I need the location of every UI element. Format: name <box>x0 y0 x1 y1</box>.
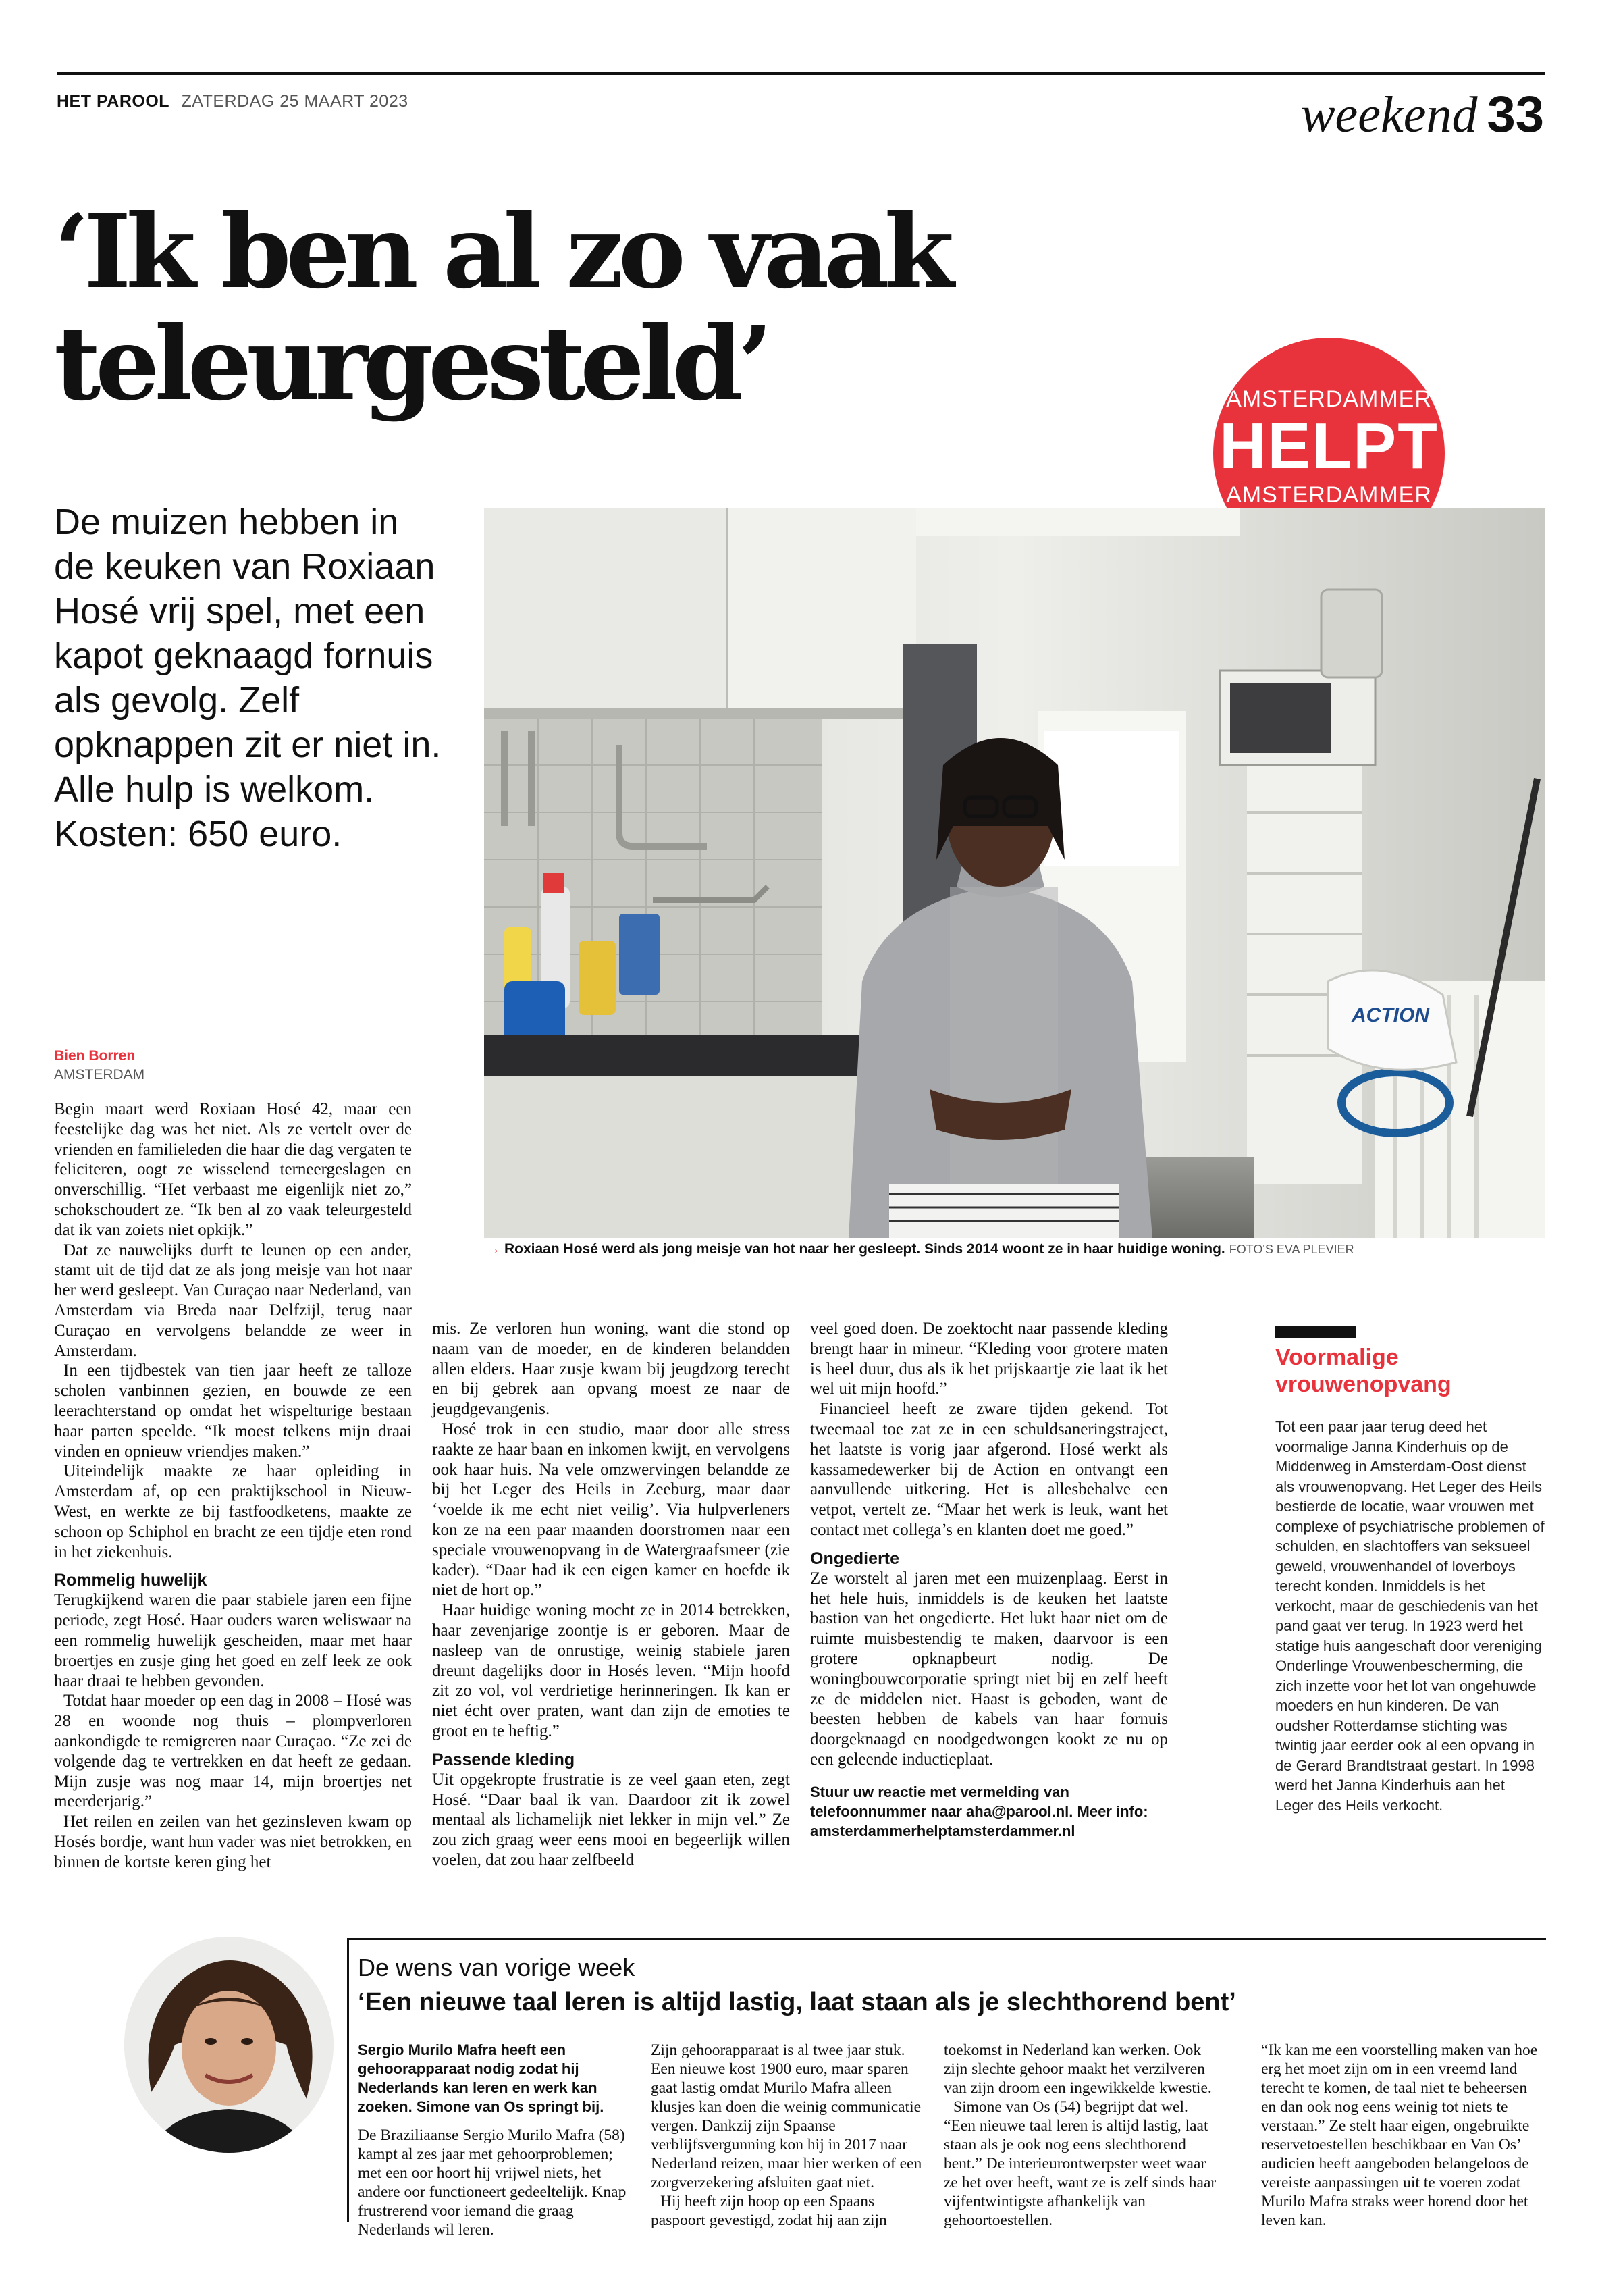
paragraph: Financieel heeft ze zware tijden gekend. Tot tweemaal toe zat ze in een schuldsaneringstraject, het laatste is vorig jaar afgerond. Hosé werkt als kassamedewerker bij de Action en ontvangt een aanvullende uitkering. Het is allesbehalve een vetpot, vertelt ze. “Maar het werk is leuk, want het contact met collega’s en klanten doet me goed.” <box>810 1400 1168 1539</box>
subheading: Ongedierte <box>810 1548 899 1568</box>
contact-info: Stuur uw reactie met vermelding van telefoonnummer naar aha@parool.nl. Meer info: amsterdammerhelptamsterdammer.nl <box>810 1783 1148 1840</box>
dateline: AMSTERDAM <box>54 1067 145 1082</box>
intro-paragraph: De muizen hebben in de keuken van Roxiaan Hosé vrij spel, met een kapot geknaagd fornuis als gevolg. Zelf opknappen zit er niet in. Alle hulp is welkom. Kosten: 650 euro. <box>54 502 442 854</box>
badge-main-text: HELPT <box>1219 410 1439 482</box>
headline <box>54 192 1202 423</box>
wish-column-3 <box>944 2041 1221 2230</box>
paragraph: Totdat haar moeder op een dag in 2008 – Hosé was 28 en woonde nog thuis – plompverloren aankondigde te remigreren naar Curaçao. “Ze zei de volgende dag te vertrekken en dat heeft ze gedaan. Mijn zusje was nog maar 14, mijn broertjes net meerderjarig.” <box>54 1692 412 1811</box>
issue-date: ZATERDAG 25 MAART 2023 <box>181 92 408 111</box>
section-name: weekend <box>1300 86 1478 143</box>
paragraph: Terugkijkend waren die paar stabiele jaren een fijne periode, zegt Hosé. Haar ouders waren weliswaar na een rommelig huwelijk gescheiden, maar met haar broertjes en zusje ging het goed en zelf leek ze ook haar draai te hebben gevonden. <box>54 1591 412 1690</box>
headline-line-1: ‘Ik ben al zo vaak <box>54 192 949 311</box>
kitchen-photo-image <box>484 508 1545 1238</box>
byline <box>54 1047 144 1085</box>
subheading: Passende kleding <box>432 1750 575 1769</box>
portrait-image <box>124 1937 334 2153</box>
photo-credit: FOTO'S EVA PLEVIER <box>1229 1243 1354 1256</box>
sidebar-title: Voormalige vrouwenopvang <box>1275 1345 1451 1397</box>
paragraph: Begin maart werd Roxiaan Hosé 42, maar een feestelijke dag was het niet. Als ze vertelt over de vrienden en familieleden die haar die dag vergaten te feliciteren, oogt ze wisselend terneergeslagen en onverschillig. “Het verbaast me eigenlijk niet zo,” schokschoudert ze. “Ik ben al zo vaak teleurgesteld dat ik van zoiets niet opkijk.” <box>54 1100 412 1239</box>
paragraph: veel goed doen. De zoektocht naar passende kleding brengt haar in mineur. “Kleding voor grotere maten is heel duur, dus als ik het prijskaartje zie laat ik het wel uit mijn hoofd.” <box>810 1320 1168 1399</box>
badge-bottom-text: AMSTERDAMMER <box>1226 482 1432 508</box>
box-label: ACTION <box>1352 1004 1429 1026</box>
paragraph: mis. Ze verloren hun woning, want die stond op naam van de moeder, en de kinderen belandden allen elders. Haar zusje kwam bij jeugdzorg terecht en bij gebrek aan opvang moest ze naar de jeugdgevangenis. <box>432 1320 790 1419</box>
photo-caption <box>486 1241 1546 1257</box>
page-number: 33 <box>1487 86 1544 143</box>
headline-line-2: teleurgesteld’ <box>54 305 768 423</box>
article-column-3 <box>810 1319 1168 1841</box>
portrait-photo <box>124 1937 334 2153</box>
paragraph: Uiteindelijk maakte ze haar opleiding in Amsterdam af, op een praktijkschool in Nieuw-West, en werkte ze bij fastfoodketens, maakte ze schoon op Schiphol en bracht ze een tijdje eten rond in het ziekenhuis. <box>54 1462 412 1561</box>
article-column-1 <box>54 1099 412 1872</box>
badge-top-text: AMSTERDAMMER <box>1226 386 1432 412</box>
subheading: Rommelig huwelijk <box>54 1571 207 1590</box>
wish-column-1 <box>358 2041 635 2239</box>
arrow-right-icon: → <box>486 1241 500 1257</box>
paragraph: Dat ze nauwelijks durft te leunen op een ander, stamt uit de tijd dat ze als jong meisje van hot naar her werd gesleept. Van Curaçao naar Nederland, van Amsterdam via Breda naar Delfzijl, terug naar Curaçao en vervolgens belandde ze weer in Amsterdam. <box>54 1241 412 1360</box>
paragraph: Hosé trok in een studio, maar door alle stress raakte ze haar baan en inkomen kwijt, en vervolgens ook haar huis. Na vele omzwervingen belandde ze bij het Leger des Heils in Zeeburg, maar daar ‘voelde ik me echt niet veilig’. Via hulpverleners kon ze na een paar maanden doorstromen naar een speciale vrouwenopvang in de Watergraafsmeer (zie kader). “Daar had ik een eigen kamer en hoefde ik niet de hort op.” <box>432 1419 790 1600</box>
kitchen-photo <box>484 508 1545 1238</box>
caption-text: Roxiaan Hosé werd als jong meisje van hot naar her gesleept. Sinds 2014 woont ze in haar huidige woning. <box>504 1241 1225 1257</box>
paragraph: Simone van Os (54) begrijpt dat wel. “Een nieuwe taal leren is altijd lastig, laat staan als je ook nog eens slechthorend bent.” De interieurontwerpster weet waar ze het over heeft, want ze is zelf sinds haar vijfentwintigste afhankelijk van gehoortoestellen. <box>944 2098 1217 2229</box>
paragraph: toekomst in Nederland kan werken. Ook zijn slechte gehoor maakt het verzilveren van zijn droom een ingewikkelde kwestie. <box>944 2041 1212 2097</box>
wish-column-2 <box>651 2041 928 2230</box>
article-column-2 <box>432 1319 790 1871</box>
paragraph: Uit opgekropte frustratie is ze veel gaan eten, zegt Hosé. “Daar baal ik van. Daardoor zit ik zowel mentaal als lichamelijk niet lekker in mijn vel.” Ze zou zich graag weer eens mooi en begeerlijk willen voelen, dat zou haar zelfbeeld <box>432 1770 790 1869</box>
paragraph: Het reilen en zeilen van het gezinsleven kwam op Hosés bordje, want hun vader was niet betrokken, en binnen de kortste keren ging het <box>54 1812 412 1871</box>
box-rule-vertical <box>347 1938 349 2222</box>
paragraph: “Ik kan me een voorstelling maken van hoe erg het moet zijn om in een vreemd land terecht te komen, de taal niet te beheersen en dan ook nog eens weinig tot niets te verstaan.” Ze stelt haar eigen, ongebruikte reservetoestellen beschikbaar en Van Os’ audicien heeft aangeboden belangeloos de vereiste aanpassingen uit te voeren zodat Murilo Mafra straks weer horend door het leven kan. <box>1261 2041 1538 2229</box>
section-label <box>1301 85 1544 145</box>
newspaper-name: HET PAROOL <box>57 92 170 111</box>
paragraph: In een tijdbestek van tien jaar heeft ze talloze scholen vanbinnen gezien, en bouwde ze een leerachterstand op omdat het wispelturige bestaan haar parten speelde. “Ik moest telkens mijn draai vinden en opnieuw vriendjes maken.” <box>54 1361 412 1461</box>
paragraph: Haar huidige woning mocht ze in 2014 betrekken, haar zevenjarige zoontje is er geboren. Maar de nasleep van de onrustige, weinig stabiele jaren dreunt dagelijks door in Hosés leven. “Mijn hoofd zit zo vol, vol verdrietige herinneringen. Ik kan er niet écht over praten, want dan zijn de emoties te groot en te heftig.” <box>432 1601 790 1740</box>
top-rule <box>57 72 1545 75</box>
wish-lead: Sergio Murilo Mafra heeft een gehoorapparaat nodig zodat hij Nederlands kan leren en werk kan zoeken. Simone van Os springt bij. <box>358 2041 604 2115</box>
sidebar-text: Tot een paar jaar terug deed het voormalige Janna Kinderhuis op de Middenweg in Amsterdam-Oost dienst als vrouwenopvang. Het Leger des Heils bestierde de locatie, waar vrouwen met complexe of psychiatrische problemen of schulden, en slachtoffers van seksueel geweld, vrouwenhandel of loverboys terecht konden. Inmiddels is het verkocht, maar de geschiedenis van het pand gaat ver terug. In 1923 werd het statige huis aangeschaft door vereniging Onderlinge Vrouwenbescherming, die zich inzette voor het lot van ongehuwde moeders en hun kinderen. De van oudsher Rotterdamse stichting was twintig jaar eerder ook al een opvang in de Gerard Brandtstraat gestart. In 1998 werd het Janna Kinderhuis aan het Leger des Heils verkocht. <box>1275 1418 1545 1814</box>
masthead <box>57 92 408 111</box>
author-name: Bien Borren <box>54 1048 136 1064</box>
wish-title: ‘Een nieuwe taal leren is altijd lastig, laat staan als je slechthorend bent’ <box>358 1988 1236 2016</box>
wish-column-4 <box>1261 2041 1545 2230</box>
wish-kicker: De wens van vorige week <box>358 1954 635 1981</box>
paragraph: Zijn gehoorapparaat is al twee jaar stuk. Een nieuwe kost 1900 euro, maar sparen gaat lastig omdat Murilo Mafra alleen klusjes kan doen die weinig communicatie vergen. Dankzij zijn Spaanse verblijfsvergunning kon hij in 2017 naar Nederland reizen, maar hier werken of een zorgverzekering afsluiten gaat niet. <box>651 2041 922 2191</box>
paragraph: De Braziliaanse Sergio Murilo Mafra (58) kampt al zes jaar met gehoorproblemen; met een oor hoort hij vrijwel niets, het andere oor functioneert gedeeltelijk. Knap frustrerend voor iemand die graag Nederlands wil leren. <box>358 2127 627 2239</box>
paragraph: Ze worstelt al jaren met een muizenplaag. Eerst in het hele huis, inmiddels is de keuken het laatste bastion van het ongedierte. Het lukt haar niet om de ruimte muisbestendig te maken, daarvoor is een grotere opknapbeurt nodig. De woningbouwcorporatie springt niet bij en zelf heeft ze de middelen niet. Haast is geboden, want de beesten hebben de kabels van haar fornuis doorgeknaagd en noodgedwongen kookt ze nu op een geleende inductieplaat. <box>810 1569 1168 1769</box>
paragraph: Hij heeft zijn hoop op een Spaans paspoort gevestigd, zodat hij aan zijn <box>651 2193 887 2229</box>
sidebar-rule <box>1275 1326 1356 1338</box>
box-rule-horizontal <box>347 1938 1546 1940</box>
